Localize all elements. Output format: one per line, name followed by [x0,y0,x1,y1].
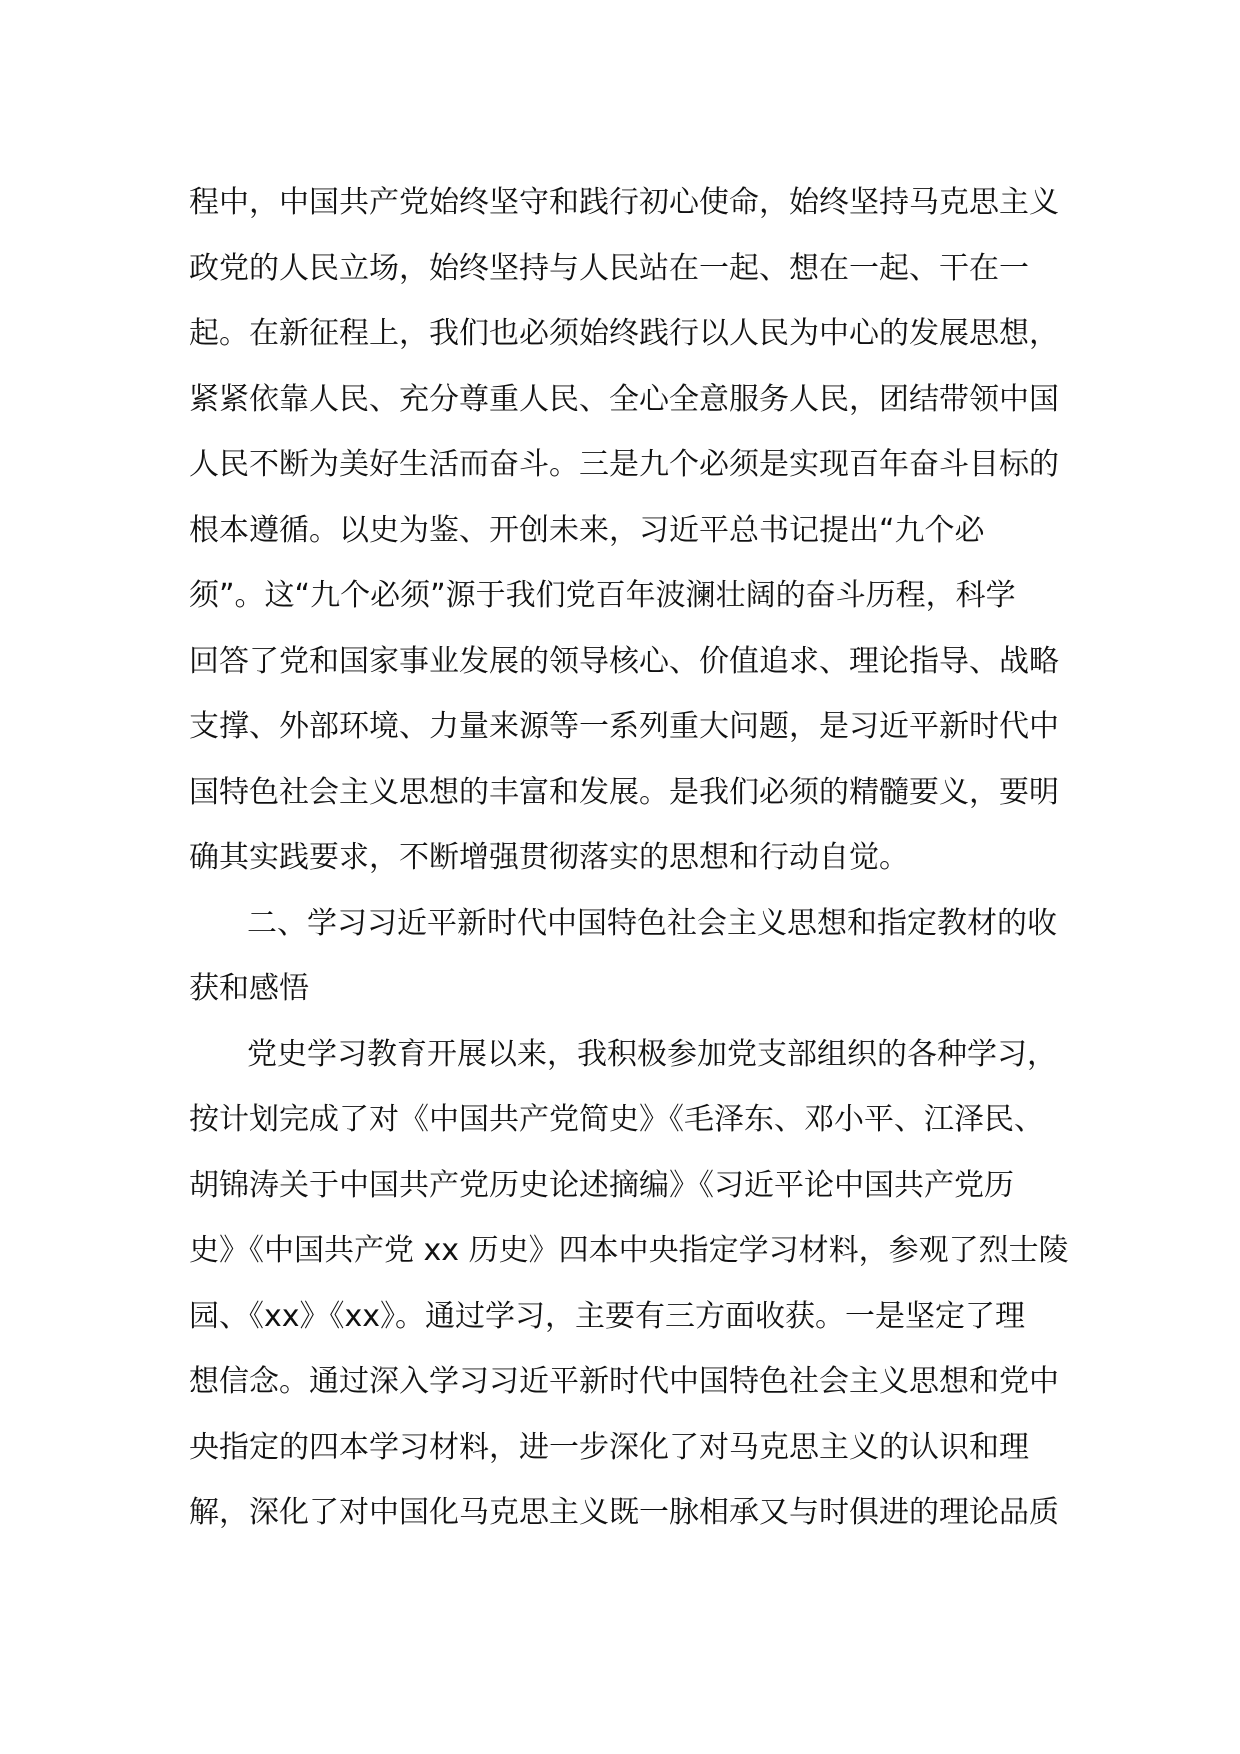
body-line: 解，深化了对中国化马克思主义既一脉相承又与时俱进的理论品质 [189,1495,1059,1530]
body-line: 园、《xx》《xx》。通过学习，主要有三方面收获。一是坚定了理 [189,1298,1026,1334]
paragraph-first-line: 党史学习教育开展以来，我积极参加党支部组织的各种学习， [247,1036,1057,1072]
section-heading-line: 二、学习习近平新时代中国特色社会主义思想和指定教材的收 [247,905,1057,941]
body-line: 国特色社会主义思想的丰富和发展。是我们必须的精髓要义，要明 [189,774,1059,810]
body-line: 程中，中国共产党始终坚守和践行初心使命，始终坚持马克思主义 [189,185,1059,220]
document-body [189,170,1069,1546]
body-line: 按计划完成了对《中国共产党简史》《毛泽东、邓小平、江泽民、 [189,1102,1044,1137]
body-line: 支撑、外部环境、力量来源等一系列重大问题，是习近平新时代中 [189,709,1059,744]
body-line: 政党的人民立场，始终坚持与人民站在一起、想在一起、干在一 [189,250,1029,286]
body-line: 确其实践要求，不断增强贯彻落实的思想和行动自觉。 [189,840,909,875]
body-line: 回答了党和国家事业发展的领导核心、价值追求、理论指导、战略 [189,643,1059,679]
body-line: 起。在新征程上，我们也必须始终践行以人民为中心的发展思想， [189,316,1059,351]
body-line: 紧紧依靠人民、充分尊重人民、全心全意服务人民，团结带领中国 [189,381,1059,417]
body-line: 央指定的四本学习材料，进一步深化了对马克思主义的认识和理 [189,1429,1029,1465]
section-heading-line: 获和感悟 [189,971,309,1006]
body-line: 人民不断为美好生活而奋斗。三是九个必须是实现百年奋斗目标的 [189,447,1059,482]
body-line: 史》《中国共产党 xx 历史》四本中央指定学习材料，参观了烈士陵 [189,1233,1069,1268]
body-line: 须”。这“九个必须”源于我们党百年波澜壮阔的奋斗历程，科学 [189,578,1016,613]
body-line: 根本遵循。以史为鉴、开创未来，习近平总书记提出“九个必 [189,512,985,548]
body-line: 胡锦涛关于中国共产党历史论述摘编》《习近平论中国共产党历 [189,1167,1014,1203]
body-line: 想信念。通过深入学习习近平新时代中国特色社会主义思想和党中 [189,1364,1059,1399]
